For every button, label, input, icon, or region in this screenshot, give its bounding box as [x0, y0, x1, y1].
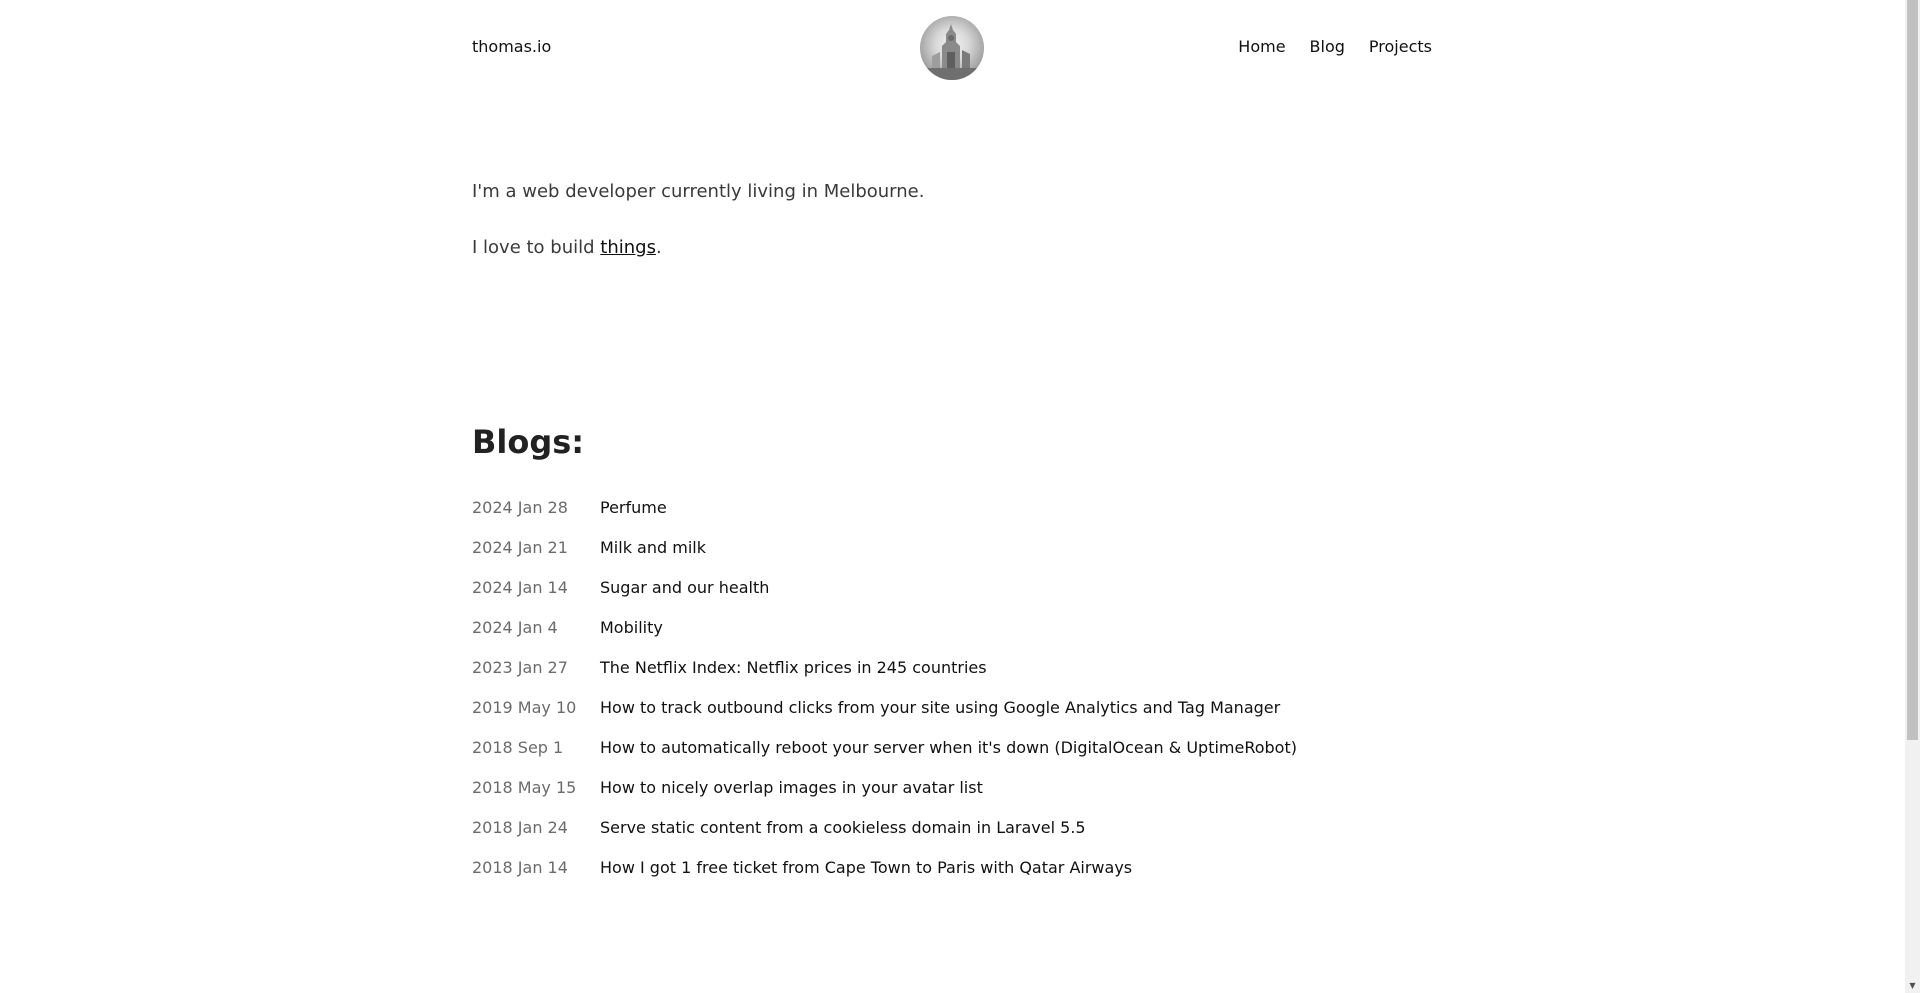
blog-date: 2018 May 15	[472, 778, 577, 797]
site-header	[472, 0, 1432, 96]
intro-line-2	[472, 235, 1432, 261]
blog-list-item	[472, 578, 1432, 618]
scrollbar-thumb[interactable]	[1907, 0, 1918, 740]
blog-title-link[interactable]: Milk and milk	[600, 538, 706, 557]
blog-list-item	[472, 738, 1432, 778]
blog-title-link[interactable]: The Netflix Index: Netflix prices in 245 countries	[600, 658, 987, 677]
blog-list-item	[472, 698, 1432, 738]
blog-list-item	[472, 778, 1432, 818]
main-container	[472, 0, 1432, 877]
nav-blog-link[interactable]: Blog	[1309, 37, 1345, 56]
blog-list-item	[472, 618, 1432, 658]
blog-date: 2023 Jan 27	[472, 658, 568, 677]
blog-title-link[interactable]: How I got 1 free ticket from Cape Town to Paris with Qatar Airways	[600, 858, 1133, 877]
blog-list	[472, 498, 1432, 898]
things-link[interactable]: things	[600, 237, 656, 258]
blog-date: 2019 May 10	[472, 698, 577, 717]
site-logo-link[interactable]: thomas.io	[472, 37, 552, 56]
blog-title-link[interactable]: Sugar and our health	[600, 578, 770, 597]
blogs-section	[472, 420, 1432, 898]
blog-title-link[interactable]: Perfume	[600, 498, 667, 517]
blog-date: 2024 Jan 21	[472, 538, 568, 557]
blog-date: 2018 Sep 1	[472, 738, 564, 757]
blog-date: 2018 Jan 24	[472, 818, 568, 837]
blog-title-link[interactable]: How to track outbound clicks from your site using Google Analytics and Tag Manager	[600, 698, 1281, 717]
blogs-heading: Blogs:	[472, 423, 585, 461]
blog-date: 2024 Jan 4	[472, 618, 558, 637]
intro-section	[472, 179, 1432, 261]
nav-projects-link[interactable]: Projects	[1368, 37, 1432, 56]
scroll-down-arrow-icon[interactable]: ▼	[1909, 981, 1916, 990]
blog-list-item	[472, 858, 1432, 898]
vertical-scrollbar[interactable]	[1905, 0, 1920, 993]
blog-list-item	[472, 498, 1432, 538]
intro-line-2-prefix: I love to build	[472, 237, 601, 258]
blog-list-item	[472, 538, 1432, 578]
blog-date: 2024 Jan 14	[472, 578, 568, 597]
blog-date: 2024 Jan 28	[472, 498, 568, 517]
blog-date: 2018 Jan 14	[472, 858, 568, 877]
blog-list-item	[472, 818, 1432, 858]
blog-title-link[interactable]: Mobility	[600, 618, 663, 637]
blog-list-item	[472, 658, 1432, 698]
blog-title-link[interactable]: How to automatically reboot your server when it's down (DigitalOcean & UptimeRobot)	[600, 738, 1297, 757]
intro-line-1: I'm a web developer currently living in Melbourne.	[472, 181, 925, 202]
blog-title-link[interactable]: Serve static content from a cookieless domain in Laravel 5.5	[600, 818, 1086, 837]
nav-home-link[interactable]: Home	[1238, 37, 1286, 56]
avatar[interactable]	[920, 16, 984, 80]
intro-line-2-suffix: .	[655, 237, 662, 258]
main-nav	[1238, 37, 1432, 56]
avatar-photo-icon	[920, 16, 984, 80]
blog-title-link[interactable]: How to nicely overlap images in your avatar list	[600, 778, 983, 797]
